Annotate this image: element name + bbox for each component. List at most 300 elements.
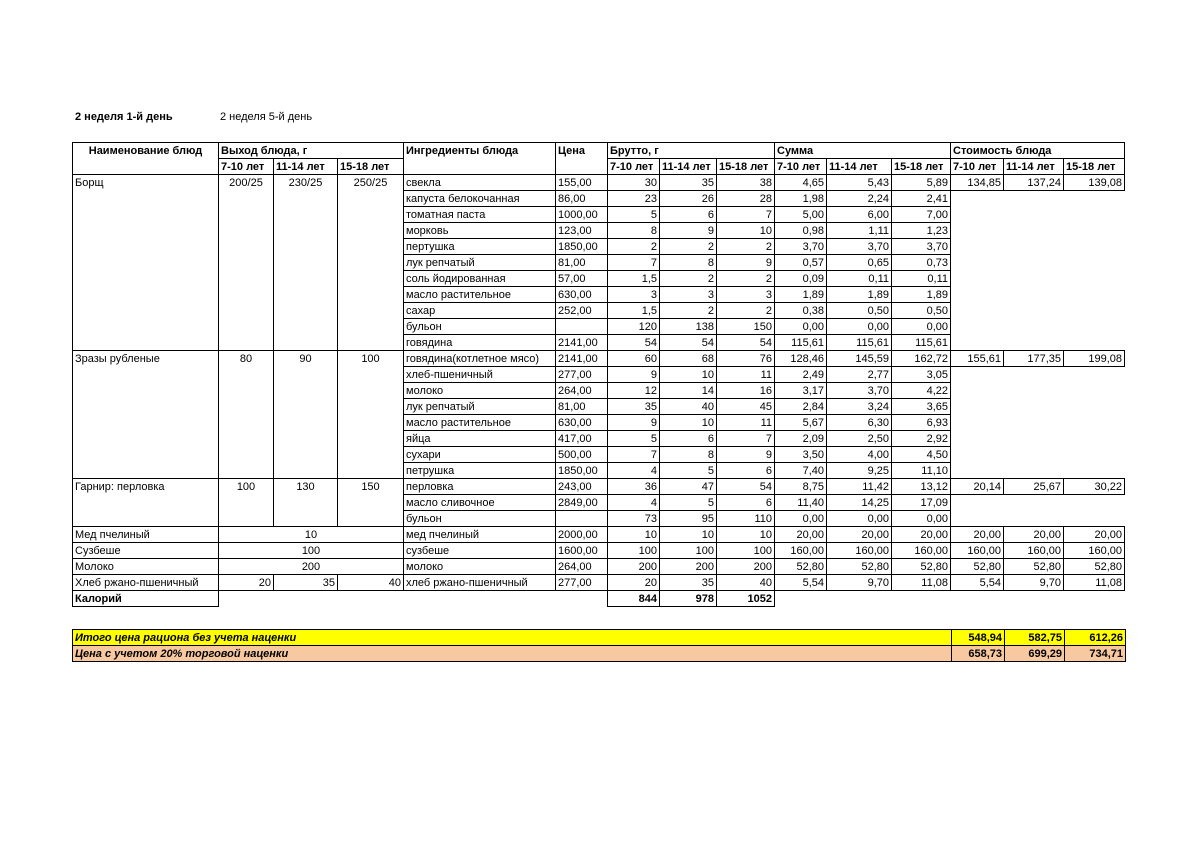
ingredient-value: 200 <box>717 559 775 575</box>
ingredient-value: 11,42 <box>827 479 892 495</box>
ingredient-value: 52,80 <box>827 559 892 575</box>
ingredient-value: 14,25 <box>827 495 892 511</box>
ingredient-value: 40 <box>717 575 775 591</box>
total-value: 582,75 <box>1005 630 1065 646</box>
table-row <box>73 351 1125 367</box>
table-row <box>73 271 1125 287</box>
ingredient-value: 7,40 <box>775 463 827 479</box>
ingredient-value: 3,24 <box>827 399 892 415</box>
dish-output: 200/25 <box>219 175 274 191</box>
ingredient-price: 86,00 <box>556 191 608 207</box>
ingredient-value: 9 <box>717 447 775 463</box>
col-header-cost: Стоимость блюда <box>951 143 1125 159</box>
table-row <box>73 255 1125 271</box>
ingredient-price <box>556 319 608 335</box>
ingredient-value: 8 <box>608 223 660 239</box>
ingredient-price: 630,00 <box>556 287 608 303</box>
dish-cost: 11,08 <box>1064 575 1125 591</box>
table-row <box>73 495 1125 511</box>
dish-name: Хлеб ржано-пшеничный <box>73 575 219 591</box>
ingredient-value: 162,72 <box>892 351 951 367</box>
ingredient-value: 4,65 <box>775 175 827 191</box>
table-row <box>73 479 1125 495</box>
ingredient-value: 2 <box>660 303 717 319</box>
ingredient-value: 4,00 <box>827 447 892 463</box>
ingredient-price: 264,00 <box>556 383 608 399</box>
table-row <box>73 207 1125 223</box>
ingredient-name: лук репчатый <box>404 399 556 415</box>
age-header: 11-14 лет <box>274 159 338 175</box>
ingredient-value: 6,93 <box>892 415 951 431</box>
dish-cost: 20,00 <box>951 527 1004 543</box>
ingredient-value: 145,59 <box>827 351 892 367</box>
ingredient-value: 28 <box>717 191 775 207</box>
ingredient-value: 3,50 <box>775 447 827 463</box>
ingredient-value: 17,09 <box>892 495 951 511</box>
ingredient-value: 76 <box>717 351 775 367</box>
ingredient-value: 13,12 <box>892 479 951 495</box>
col-header-sum: Сумма <box>775 143 951 159</box>
ingredient-value: 10 <box>660 527 717 543</box>
ingredient-value: 2 <box>717 303 775 319</box>
ingredient-value: 4 <box>608 463 660 479</box>
ingredient-value: 0,50 <box>892 303 951 319</box>
ingredient-value: 10 <box>717 223 775 239</box>
dish-cost: 25,67 <box>1004 479 1064 495</box>
ingredient-value: 11,10 <box>892 463 951 479</box>
dish-output: 90 <box>274 351 338 367</box>
ingredient-value: 0,11 <box>827 271 892 287</box>
dish-output: 230/25 <box>274 175 338 191</box>
dish-cost: 52,80 <box>951 559 1004 575</box>
ingredient-value: 52,80 <box>775 559 827 575</box>
ingredient-value: 160,00 <box>892 543 951 559</box>
table-row <box>73 431 1125 447</box>
age-header: 11-14 лет <box>827 159 892 175</box>
ingredient-name: яйца <box>404 431 556 447</box>
age-header: 11-14 лет <box>660 159 717 175</box>
ingredient-value: 115,61 <box>827 335 892 351</box>
ingredient-value: 60 <box>608 351 660 367</box>
total-value: 612,26 <box>1065 630 1126 646</box>
ingredient-value: 3,70 <box>892 239 951 255</box>
ingredient-value: 2,09 <box>775 431 827 447</box>
ingredient-value: 3,70 <box>827 383 892 399</box>
ingredient-value: 110 <box>717 511 775 527</box>
ingredient-value: 200 <box>608 559 660 575</box>
table-row <box>73 335 1125 351</box>
ingredient-price: 500,00 <box>556 447 608 463</box>
ingredient-price: 243,00 <box>556 479 608 495</box>
ingredient-value: 3,17 <box>775 383 827 399</box>
col-header-dish: Наименование блюд <box>73 143 219 159</box>
table-row <box>73 559 1125 575</box>
ingredient-value: 3 <box>608 287 660 303</box>
ingredient-value: 6,30 <box>827 415 892 431</box>
total-label: Цена с учетом 20% торговой наценки <box>73 646 952 662</box>
ingredient-value: 0,65 <box>827 255 892 271</box>
ingredient-value: 7 <box>608 255 660 271</box>
total-value: 658,73 <box>952 646 1005 662</box>
ingredient-value: 7 <box>717 431 775 447</box>
ingredient-value: 120 <box>608 319 660 335</box>
ingredient-value: 38 <box>717 175 775 191</box>
table-row <box>73 303 1125 319</box>
dish-name: Борщ <box>73 175 219 191</box>
dish-output: 40 <box>338 575 404 591</box>
table-row <box>73 543 1125 559</box>
dish-name: Гарнир: перловка <box>73 479 219 495</box>
ingredient-value: 2 <box>608 239 660 255</box>
table-row <box>73 511 1125 527</box>
header-row-2 <box>73 159 1125 175</box>
ingredient-value: 30 <box>608 175 660 191</box>
ingredient-value: 2,84 <box>775 399 827 415</box>
ingredient-value: 54 <box>660 335 717 351</box>
ingredient-value: 0,38 <box>775 303 827 319</box>
dish-name: Зразы рубленые <box>73 351 219 367</box>
ingredient-name: сахар <box>404 303 556 319</box>
calories-value: 844 <box>608 591 660 607</box>
ingredient-value: 1,5 <box>608 271 660 287</box>
ingredient-value: 10 <box>660 367 717 383</box>
ingredient-value: 7,00 <box>892 207 951 223</box>
ingredient-value: 4,22 <box>892 383 951 399</box>
total-label: Итого цена рациона без учета наценки <box>73 630 952 646</box>
ingredient-value: 9 <box>660 223 717 239</box>
ingredient-value: 0,00 <box>827 319 892 335</box>
ingredient-price: 2141,00 <box>556 335 608 351</box>
ingredient-name: лук репчатый <box>404 255 556 271</box>
ingredient-price: 277,00 <box>556 575 608 591</box>
totals-table <box>72 629 1126 662</box>
ingredient-value: 2,50 <box>827 431 892 447</box>
ingredient-price: 81,00 <box>556 399 608 415</box>
dish-name: Молоко <box>73 559 219 575</box>
ingredient-price: 57,00 <box>556 271 608 287</box>
ingredient-name: масло растительное <box>404 287 556 303</box>
ingredient-price: 1000,00 <box>556 207 608 223</box>
col-header-output: Выход блюда, г <box>219 143 404 159</box>
ingredient-name: молоко <box>404 383 556 399</box>
ingredient-value: 6 <box>717 495 775 511</box>
header-row-1 <box>73 143 1125 159</box>
ingredient-price: 81,00 <box>556 255 608 271</box>
ingredient-value: 8 <box>660 447 717 463</box>
dish-cost: 139,08 <box>1064 175 1125 191</box>
ingredient-value: 54 <box>717 335 775 351</box>
ingredient-value: 3,05 <box>892 367 951 383</box>
ingredient-value: 11 <box>717 415 775 431</box>
ingredient-price: 2141,00 <box>556 351 608 367</box>
ingredient-value: 100 <box>717 543 775 559</box>
ingredient-value: 3,70 <box>775 239 827 255</box>
ingredient-value: 5 <box>608 207 660 223</box>
ingredient-name: петрушка <box>404 463 556 479</box>
dish-output: 35 <box>274 575 338 591</box>
table-row <box>73 415 1125 431</box>
ingredient-value: 2,24 <box>827 191 892 207</box>
ingredient-name: свекла <box>404 175 556 191</box>
ingredient-value: 160,00 <box>827 543 892 559</box>
ingredient-value: 10 <box>660 415 717 431</box>
ingredient-value: 11,40 <box>775 495 827 511</box>
ingredient-value: 0,57 <box>775 255 827 271</box>
ingredient-value: 1,89 <box>892 287 951 303</box>
total-value: 699,29 <box>1005 646 1065 662</box>
ingredient-value: 0,00 <box>892 511 951 527</box>
table-row <box>73 239 1125 255</box>
table-row <box>73 383 1125 399</box>
ingredient-value: 5,89 <box>892 175 951 191</box>
sheet-title: 2 неделя 1-й день <box>75 111 173 123</box>
ingredient-value: 95 <box>660 511 717 527</box>
dish-output: 20 <box>219 575 274 591</box>
ingredient-value: 2,77 <box>827 367 892 383</box>
ingredient-value: 5 <box>608 431 660 447</box>
ingredient-value: 160,00 <box>775 543 827 559</box>
ingredient-name: мед пчелиный <box>404 527 556 543</box>
ingredient-value: 2 <box>660 239 717 255</box>
ingredient-value: 16 <box>717 383 775 399</box>
ingredient-name: бульон <box>404 511 556 527</box>
ingredient-value: 0,09 <box>775 271 827 287</box>
ingredient-value: 1,89 <box>827 287 892 303</box>
menu-table <box>72 142 1125 607</box>
age-header: 15-18 лет <box>1064 159 1125 175</box>
ingredient-value: 6 <box>717 463 775 479</box>
ingredient-value: 26 <box>660 191 717 207</box>
ingredient-name: соль йодированная <box>404 271 556 287</box>
dish-name: Сузбеше <box>73 543 219 559</box>
col-header-ingredients: Ингредиенты блюда <box>404 143 556 159</box>
dish-cost: 160,00 <box>1064 543 1125 559</box>
total-row <box>73 630 1126 646</box>
dish-name: Мед пчелиный <box>73 527 219 543</box>
dish-output: 100 <box>338 351 404 367</box>
ingredient-value: 0,00 <box>827 511 892 527</box>
age-header: 15-18 лет <box>338 159 404 175</box>
ingredient-value: 9,25 <box>827 463 892 479</box>
sheet-subtitle: 2 неделя 5-й день <box>220 111 313 123</box>
total-value: 548,94 <box>952 630 1005 646</box>
dish-cost: 20,00 <box>1064 527 1125 543</box>
ingredient-price: 1850,00 <box>556 463 608 479</box>
ingredient-value: 0,11 <box>892 271 951 287</box>
dish-cost: 134,85 <box>951 175 1004 191</box>
ingredient-value: 138 <box>660 319 717 335</box>
ingredient-value: 5,67 <box>775 415 827 431</box>
age-header: 7-10 лет <box>775 159 827 175</box>
dish-cost: 9,70 <box>1004 575 1064 591</box>
ingredient-value: 150 <box>717 319 775 335</box>
age-header: 7-10 лет <box>951 159 1004 175</box>
ingredient-price: 277,00 <box>556 367 608 383</box>
ingredient-price: 264,00 <box>556 559 608 575</box>
ingredient-price <box>556 511 608 527</box>
ingredient-value: 100 <box>608 543 660 559</box>
ingredient-value: 52,80 <box>892 559 951 575</box>
dish-output: 150 <box>338 479 404 495</box>
ingredient-name: морковь <box>404 223 556 239</box>
ingredient-value: 6 <box>660 431 717 447</box>
dish-cost: 20,14 <box>951 479 1004 495</box>
calories-row <box>73 591 1125 607</box>
ingredient-value: 6 <box>660 207 717 223</box>
dish-output: 100 <box>219 479 274 495</box>
ingredient-value: 1,11 <box>827 223 892 239</box>
ingredient-value: 1,5 <box>608 303 660 319</box>
table-row <box>73 191 1125 207</box>
ingredient-price: 1600,00 <box>556 543 608 559</box>
ingredient-value: 5,43 <box>827 175 892 191</box>
ingredient-value: 35 <box>660 575 717 591</box>
ingredient-name: масло растительное <box>404 415 556 431</box>
ingredient-name: перловка <box>404 479 556 495</box>
ingredient-value: 20,00 <box>892 527 951 543</box>
ingredient-value: 0,00 <box>775 319 827 335</box>
ingredient-value: 0,00 <box>775 511 827 527</box>
ingredient-price: 1850,00 <box>556 239 608 255</box>
ingredient-value: 100 <box>660 543 717 559</box>
ingredient-value: 7 <box>608 447 660 463</box>
ingredient-value: 0,98 <box>775 223 827 239</box>
ingredient-value: 20,00 <box>827 527 892 543</box>
ingredient-value: 2,41 <box>892 191 951 207</box>
ingredient-value: 10 <box>717 527 775 543</box>
table-row <box>73 319 1125 335</box>
ingredient-value: 45 <box>717 399 775 415</box>
ingredient-name: хлеб-пшеничный <box>404 367 556 383</box>
ingredient-value: 5 <box>660 463 717 479</box>
dish-cost: 20,00 <box>1004 527 1064 543</box>
ingredient-value: 2 <box>717 271 775 287</box>
table-row <box>73 223 1125 239</box>
col-header-price: Цена <box>556 143 608 159</box>
dish-output: 80 <box>219 351 274 367</box>
ingredient-value: 7 <box>717 207 775 223</box>
dish-output: 130 <box>274 479 338 495</box>
age-header: 7-10 лет <box>219 159 274 175</box>
calories-value: 978 <box>660 591 717 607</box>
ingredient-name: хлеб ржано-пшеничный <box>404 575 556 591</box>
dish-output: 200 <box>219 559 404 575</box>
dish-cost: 160,00 <box>951 543 1004 559</box>
dish-cost: 160,00 <box>1004 543 1064 559</box>
ingredient-name: капуста белокочанная <box>404 191 556 207</box>
dish-cost: 155,61 <box>951 351 1004 367</box>
table-row <box>73 175 1125 191</box>
ingredient-price: 123,00 <box>556 223 608 239</box>
ingredient-value: 11 <box>717 367 775 383</box>
table-row <box>73 399 1125 415</box>
ingredient-value: 3 <box>717 287 775 303</box>
ingredient-value: 200 <box>660 559 717 575</box>
ingredient-value: 9 <box>608 367 660 383</box>
ingredient-value: 2,49 <box>775 367 827 383</box>
ingredient-value: 2 <box>717 239 775 255</box>
ingredient-value: 9,70 <box>827 575 892 591</box>
ingredient-value: 3,65 <box>892 399 951 415</box>
ingredient-value: 1,98 <box>775 191 827 207</box>
dish-output: 250/25 <box>338 175 404 191</box>
ingredient-name: томатная паста <box>404 207 556 223</box>
total-value: 734,71 <box>1065 646 1126 662</box>
ingredient-value: 36 <box>608 479 660 495</box>
calories-label: Калорий <box>73 591 219 607</box>
ingredient-price: 2849,00 <box>556 495 608 511</box>
dish-cost: 52,80 <box>1004 559 1064 575</box>
ingredient-name: молоко <box>404 559 556 575</box>
age-header: 7-10 лет <box>608 159 660 175</box>
ingredient-price: 417,00 <box>556 431 608 447</box>
table-row <box>73 367 1125 383</box>
table-row <box>73 463 1125 479</box>
ingredient-value: 2 <box>660 271 717 287</box>
table-row <box>73 287 1125 303</box>
ingredient-value: 10 <box>608 527 660 543</box>
ingredient-value: 20,00 <box>775 527 827 543</box>
ingredient-value: 54 <box>608 335 660 351</box>
ingredient-value: 11,08 <box>892 575 951 591</box>
ingredient-value: 4 <box>608 495 660 511</box>
ingredient-value: 5 <box>660 495 717 511</box>
ingredient-price: 155,00 <box>556 175 608 191</box>
ingredient-value: 5,00 <box>775 207 827 223</box>
ingredient-value: 115,61 <box>775 335 827 351</box>
ingredient-value: 35 <box>660 175 717 191</box>
ingredient-value: 8 <box>660 255 717 271</box>
ingredient-value: 6,00 <box>827 207 892 223</box>
col-header-brutto: Брутто, г <box>608 143 775 159</box>
ingredient-value: 9 <box>608 415 660 431</box>
ingredient-name: сузбеше <box>404 543 556 559</box>
ingredient-value: 0,50 <box>827 303 892 319</box>
dish-cost: 30,22 <box>1064 479 1125 495</box>
dish-cost: 5,54 <box>951 575 1004 591</box>
ingredient-value: 5,54 <box>775 575 827 591</box>
ingredient-name: говядина <box>404 335 556 351</box>
ingredient-value: 14 <box>660 383 717 399</box>
ingredient-value: 3 <box>660 287 717 303</box>
dish-cost: 177,35 <box>1004 351 1064 367</box>
ingredient-value: 1,23 <box>892 223 951 239</box>
ingredient-value: 40 <box>660 399 717 415</box>
ingredient-value: 23 <box>608 191 660 207</box>
ingredient-value: 8,75 <box>775 479 827 495</box>
age-header: 15-18 лет <box>717 159 775 175</box>
ingredient-value: 0,73 <box>892 255 951 271</box>
dish-cost: 137,24 <box>1004 175 1064 191</box>
ingredient-value: 3,70 <box>827 239 892 255</box>
table-row <box>73 575 1125 591</box>
calories-value: 1052 <box>717 591 775 607</box>
ingredient-name: говядина(котлетное мясо) <box>404 351 556 367</box>
age-header: 11-14 лет <box>1004 159 1064 175</box>
ingredient-value: 20 <box>608 575 660 591</box>
ingredient-value: 2,92 <box>892 431 951 447</box>
ingredient-value: 1,89 <box>775 287 827 303</box>
dish-cost: 52,80 <box>1064 559 1125 575</box>
table-row <box>73 447 1125 463</box>
ingredient-value: 54 <box>717 479 775 495</box>
ingredient-value: 47 <box>660 479 717 495</box>
ingredient-value: 115,61 <box>892 335 951 351</box>
ingredient-value: 12 <box>608 383 660 399</box>
ingredient-price: 630,00 <box>556 415 608 431</box>
ingredient-value: 0,00 <box>892 319 951 335</box>
markup-total-row <box>73 646 1126 662</box>
